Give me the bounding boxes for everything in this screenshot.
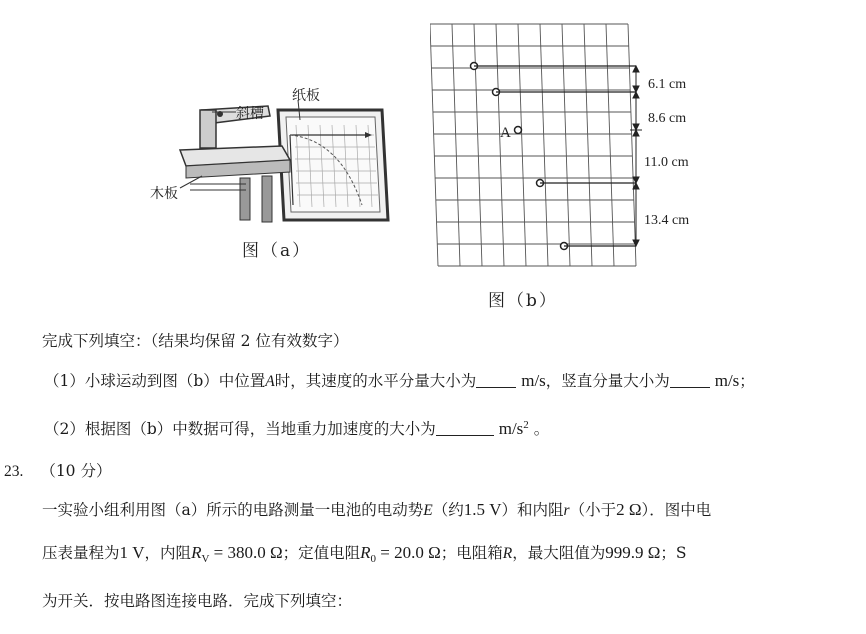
point-a (515, 127, 522, 134)
q23-l3: 为开关．按电路图连接电路．完成下列填空： (42, 592, 353, 610)
q23-l2-c: ；定值电阻 (282, 544, 361, 562)
q23-number: 23. (4, 463, 24, 480)
q23-var-r0-sub: 0 (370, 553, 377, 566)
q23-points: （10 分） (40, 462, 112, 480)
q22-item-1-unit2: m/s (714, 371, 740, 390)
q23-r-limit: 2 Ω (616, 500, 642, 519)
q22-instruction-text: 完成下列填空：（结果均保留 2 位有效数字） (42, 332, 349, 350)
q22-item-2-sup: 2 (523, 419, 529, 431)
figure-b-caption: 图（b） (488, 291, 558, 311)
q23-rv-value: = 380.0 Ω (209, 543, 283, 562)
q23-var-r0: R (360, 543, 371, 562)
dim-label-1: 6.1 cm (648, 77, 687, 92)
q22-item-2-unit: m/s (498, 419, 524, 439)
q23-l1-a: 一实验小组利用图（a）所示的电路测量一电池的电动势 (42, 501, 424, 519)
q23-l2-e: ，最大阻值为 (512, 544, 606, 562)
q22-item-1-end: ； (739, 372, 755, 390)
q23-line-1 (42, 499, 711, 522)
dim-label-4: 13.4 cm (644, 213, 690, 228)
q22-item-1 (44, 370, 755, 393)
q23-l1-e: ）．图中电 (641, 501, 712, 519)
grid-line-v (496, 24, 504, 266)
q23-emf-value: 1.5 V (463, 500, 502, 519)
q23-var-r-box: R (502, 545, 513, 562)
q23-var-e: E (423, 502, 433, 519)
q23-var-r: r (563, 502, 570, 519)
dim-label-3: 11.0 cm (644, 155, 689, 170)
point-a-label: A (500, 125, 511, 141)
grid-line-v (452, 24, 460, 266)
q22-item-2 (44, 414, 549, 440)
grid-line-v (562, 24, 570, 266)
dim-label-2: 8.6 cm (648, 111, 687, 126)
q23-var-rv: R (191, 543, 202, 562)
q22-item-2-prefix: （2）根据图（b）中数据可得，当地重力加速度的大小为 (44, 420, 436, 439)
grid-line-v (518, 24, 526, 266)
answer-blank-vertical-velocity[interactable] (670, 371, 710, 388)
figure-a-caption: 图（a） (242, 241, 312, 261)
label-wood-board: 木板 (150, 186, 178, 202)
q22-item-1-var: A (265, 373, 275, 390)
q22-item-2-end: 。 (533, 420, 550, 439)
q23-var-rv-sub: V (201, 553, 210, 566)
q23-header (4, 460, 111, 483)
answer-blank-horizontal-velocity[interactable] (476, 371, 516, 388)
q23-l1-c: ）和内阻 (501, 501, 564, 519)
q22-item-1-mid1: 时，其速度的水平分量大小为 (274, 372, 477, 390)
q22-instruction (42, 330, 348, 352)
q23-l1-b: （约 (432, 501, 464, 519)
q22-item-1-unit1: m/s (521, 371, 546, 390)
grid-line-v (430, 24, 438, 266)
q22-item-1-prefix: （1）小球运动到图（b）中位置 (44, 372, 266, 390)
q22-item-1-mid2: ，竖直分量大小为 (545, 372, 670, 390)
grid-line-v (474, 24, 482, 266)
q23-rbox-max: 999.9 Ω (605, 543, 661, 562)
figure-b-grid (430, 18, 730, 278)
grid-line-v (584, 24, 592, 266)
answer-blank-gravity[interactable] (436, 419, 494, 436)
q23-line-3 (42, 590, 352, 612)
q23-voltmeter-range: 1 V (119, 543, 145, 562)
q23-l2-f: ；S (660, 544, 687, 562)
label-paper-board: 纸板 (292, 88, 320, 104)
q23-l2-a: 压表量程为 (42, 544, 120, 562)
label-chute: 斜槽 (236, 106, 264, 122)
grid-line-v (606, 24, 614, 266)
q23-l2-b: ，内阻 (144, 544, 192, 562)
q23-l2-d: ；电阻箱 (440, 544, 503, 562)
grid-line-v (628, 24, 636, 266)
q23-line-2 (42, 542, 687, 570)
q23-r0-value: = 20.0 Ω (376, 543, 441, 562)
grid-line-v (540, 24, 548, 266)
q23-l1-d: （小于 (569, 501, 617, 519)
